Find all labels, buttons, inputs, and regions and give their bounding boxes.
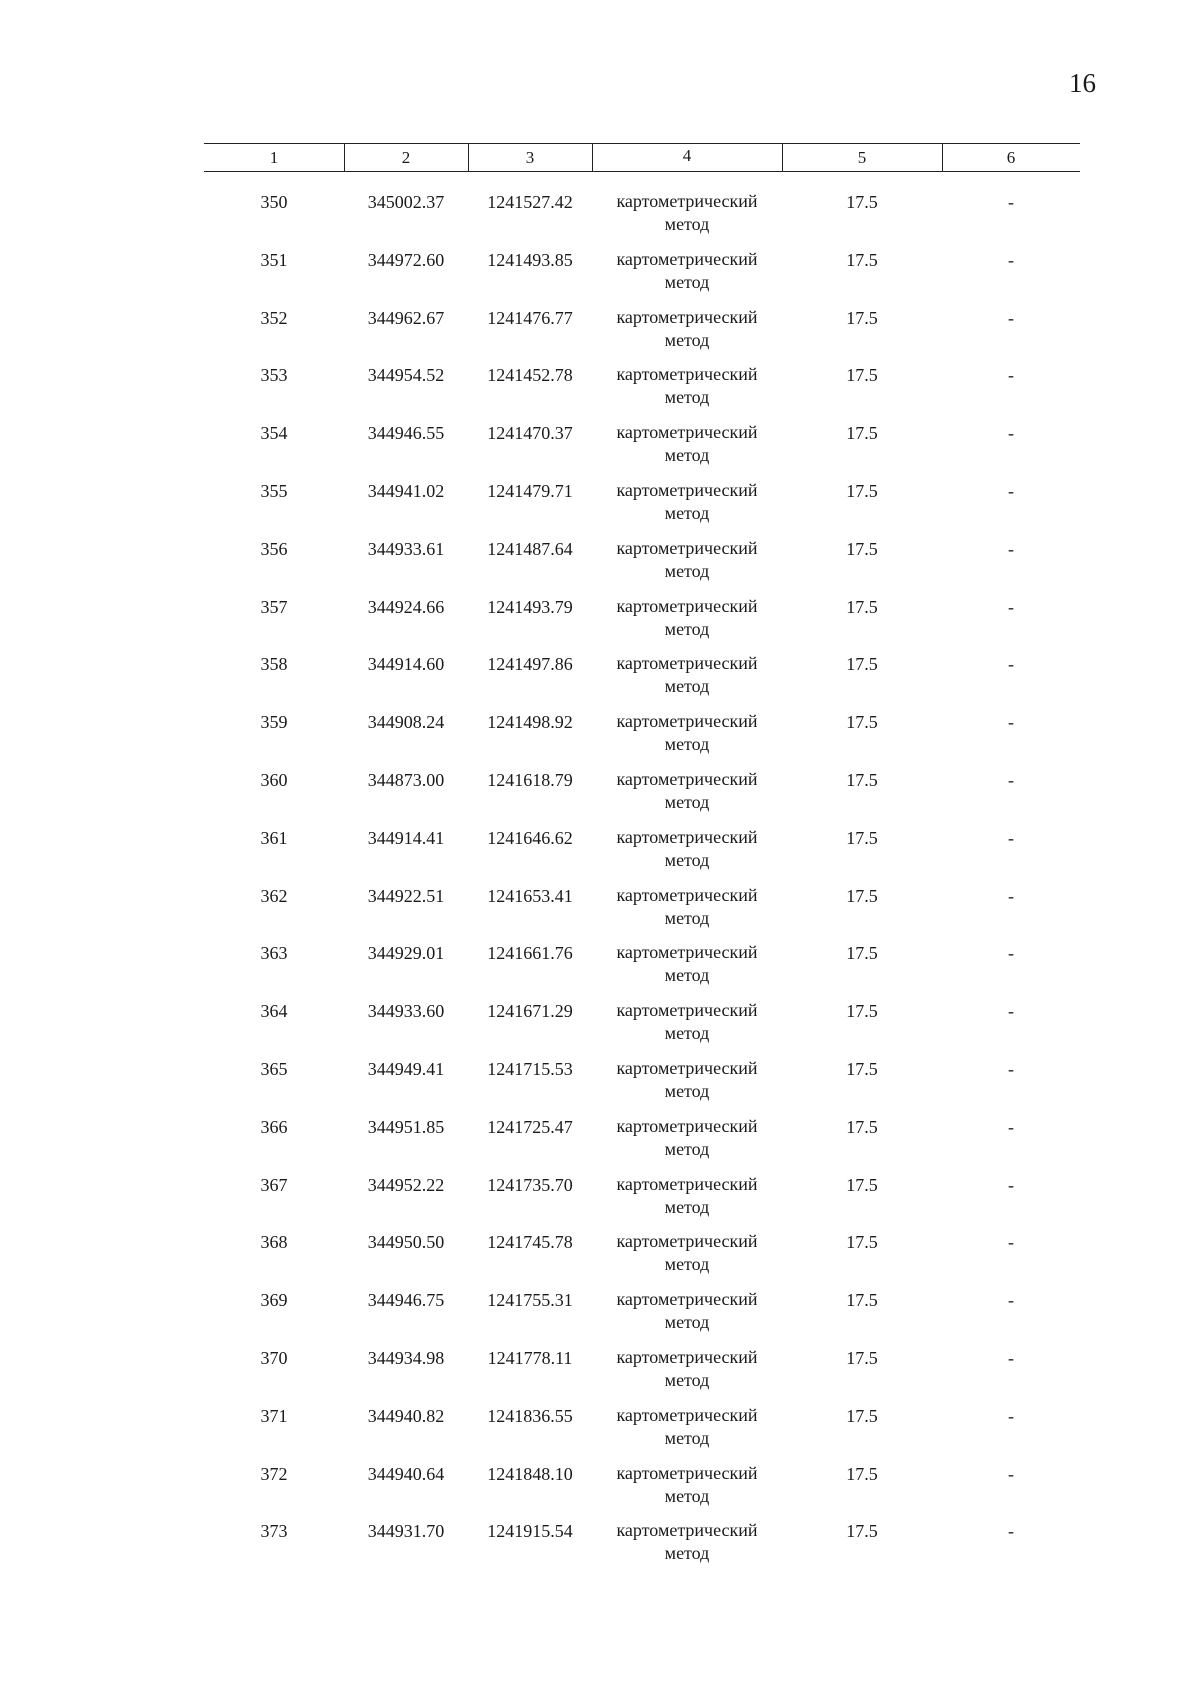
- y-coordinate-cell: 1241479.71: [487, 480, 573, 501]
- point-number-cell: 351: [260, 249, 288, 270]
- error-value-cell: 17.5: [846, 596, 878, 617]
- error-value-cell: 17.5: [846, 1463, 878, 1484]
- x-coordinate-cell: 344950.50: [367, 1232, 445, 1253]
- coordinates-table: [204, 143, 1080, 1577]
- point-number-cell: 355: [260, 480, 288, 501]
- method-line-1: картометрический: [616, 306, 758, 327]
- error-value-cell: 17.5: [846, 365, 878, 386]
- description-cell: -: [1008, 769, 1014, 790]
- method-line-2: метод: [664, 214, 710, 234]
- description-cell: -: [1008, 1347, 1014, 1368]
- description-cell: -: [1008, 1405, 1014, 1426]
- y-coordinate-cell: 1241745.78: [487, 1232, 573, 1253]
- method-line-1: картометрический: [616, 191, 758, 211]
- method-line-1: картометрический: [616, 537, 758, 558]
- error-value-cell: 17.5: [846, 1116, 878, 1137]
- point-number-cell: 371: [260, 1405, 288, 1426]
- table-row: [204, 941, 1080, 999]
- description-cell: -: [1008, 365, 1014, 386]
- method-cell: [592, 652, 782, 698]
- x-coordinate-cell: 344972.60: [367, 249, 445, 270]
- point-number-cell: 360: [260, 769, 288, 790]
- error-value-cell: 17.5: [846, 1405, 878, 1426]
- x-coordinate-cell: 344934.98: [367, 1347, 445, 1368]
- method-line-1: картометрический: [616, 711, 758, 732]
- table-row: [204, 1173, 1080, 1231]
- table-row: [204, 1462, 1080, 1520]
- method-line-2: метод: [664, 1138, 710, 1159]
- method-cell: [592, 248, 782, 294]
- method-cell: [592, 768, 782, 814]
- error-value-cell: 17.5: [846, 480, 878, 501]
- method-cell: [592, 537, 782, 583]
- method-cell: [592, 999, 782, 1045]
- header-cell-2: 2: [401, 148, 411, 167]
- method-line-1: картометрический: [616, 768, 758, 789]
- point-number-cell: 353: [260, 365, 288, 386]
- table-row: [204, 1288, 1080, 1346]
- point-number-cell: 362: [260, 885, 288, 906]
- method-cell: [592, 1346, 782, 1392]
- y-coordinate-cell: 1241715.53: [487, 1058, 573, 1079]
- point-number-cell: 356: [260, 538, 288, 559]
- description-cell: -: [1008, 480, 1014, 501]
- method-line-1: картометрический: [616, 422, 758, 443]
- y-coordinate-cell: 1241470.37: [487, 423, 573, 444]
- method-line-1: картометрический: [616, 884, 758, 905]
- x-coordinate-cell: 344873.00: [367, 769, 445, 790]
- method-line-2: метод: [664, 1485, 710, 1506]
- method-line-2: метод: [664, 791, 710, 812]
- table-row: [204, 537, 1080, 595]
- y-coordinate-cell: 1241493.79: [487, 596, 573, 617]
- method-line-2: метод: [664, 1427, 710, 1448]
- method-line-2: метод: [664, 676, 710, 697]
- description-cell: -: [1008, 654, 1014, 675]
- description-cell: -: [1008, 1174, 1014, 1195]
- point-number-cell: 365: [260, 1058, 288, 1079]
- x-coordinate-cell: 345002.37: [367, 192, 445, 212]
- error-value-cell: 17.5: [846, 1290, 878, 1311]
- method-cell: [592, 1173, 782, 1219]
- column-divider: [782, 144, 783, 171]
- method-line-2: метод: [664, 1254, 710, 1275]
- x-coordinate-cell: 344908.24: [367, 712, 445, 733]
- table-row: [204, 1230, 1080, 1288]
- method-line-2: метод: [664, 1312, 710, 1333]
- table-row: [204, 652, 1080, 710]
- y-coordinate-cell: 1241498.92: [487, 712, 573, 733]
- method-cell: [592, 595, 782, 641]
- method-line-1: картометрический: [616, 364, 758, 385]
- method-line-2: метод: [664, 1543, 710, 1564]
- method-line-2: метод: [664, 271, 710, 292]
- page-number: 16: [1069, 68, 1096, 98]
- point-number-cell: 370: [260, 1347, 288, 1368]
- method-line-1: картометрический: [616, 653, 758, 674]
- x-coordinate-cell: 344914.60: [367, 654, 445, 675]
- table-row: [204, 363, 1080, 421]
- header-cell-3: 3: [525, 148, 535, 167]
- error-value-cell: 17.5: [846, 307, 878, 328]
- description-cell: -: [1008, 712, 1014, 733]
- method-line-1: картометрический: [616, 1289, 758, 1310]
- y-coordinate-cell: 1241497.86: [487, 654, 573, 675]
- point-number-cell: 357: [260, 596, 288, 617]
- table-row: [204, 1057, 1080, 1115]
- table-row: [204, 248, 1080, 306]
- method-cell: [592, 1288, 782, 1334]
- method-line-1: картометрический: [616, 1115, 758, 1136]
- table-row: [204, 421, 1080, 479]
- y-coordinate-cell: 1241653.41: [487, 885, 573, 906]
- table-row: [204, 1404, 1080, 1462]
- y-coordinate-cell: 1241661.76: [487, 943, 573, 964]
- error-value-cell: 17.5: [846, 1174, 878, 1195]
- method-line-1: картометрический: [616, 1462, 758, 1483]
- description-cell: -: [1008, 943, 1014, 964]
- x-coordinate-cell: 344940.82: [367, 1405, 445, 1426]
- method-cell: [592, 884, 782, 930]
- description-cell: -: [1008, 423, 1014, 444]
- method-line-1: картометрический: [616, 1000, 758, 1021]
- point-number-cell: 359: [260, 712, 288, 733]
- table-row: [204, 826, 1080, 884]
- description-cell: -: [1008, 1058, 1014, 1079]
- method-cell: [592, 421, 782, 467]
- point-number-cell: 354: [260, 423, 288, 444]
- description-cell: -: [1008, 538, 1014, 559]
- table-row: [204, 306, 1080, 364]
- method-line-2: метод: [664, 1369, 710, 1390]
- column-divider: [592, 144, 593, 171]
- y-coordinate-cell: 1241618.79: [487, 769, 573, 790]
- method-cell: [592, 1404, 782, 1450]
- point-number-cell: 369: [260, 1290, 288, 1311]
- method-cell: [592, 826, 782, 872]
- method-line-2: метод: [664, 849, 710, 870]
- header-cell-1: 1: [269, 148, 279, 167]
- method-line-2: метод: [664, 1023, 710, 1044]
- table-row: [204, 1346, 1080, 1404]
- y-coordinate-cell: 1241646.62: [487, 827, 573, 848]
- error-value-cell: 17.5: [846, 1232, 878, 1253]
- x-coordinate-cell: 344914.41: [367, 827, 445, 848]
- method-cell: [592, 1230, 782, 1276]
- error-value-cell: 17.5: [846, 769, 878, 790]
- y-coordinate-cell: 1241452.78: [487, 365, 573, 386]
- error-value-cell: 17.5: [846, 827, 878, 848]
- table-row: [204, 710, 1080, 768]
- description-cell: -: [1008, 1290, 1014, 1311]
- x-coordinate-cell: 344933.61: [367, 538, 445, 559]
- description-cell: -: [1008, 192, 1014, 212]
- x-coordinate-cell: 344949.41: [367, 1058, 445, 1079]
- point-number-cell: 352: [260, 307, 288, 328]
- error-value-cell: 17.5: [846, 538, 878, 559]
- point-number-cell: 361: [260, 827, 288, 848]
- x-coordinate-cell: 344940.64: [367, 1463, 445, 1484]
- method-cell: [592, 1462, 782, 1508]
- method-line-1: картометрический: [616, 942, 758, 963]
- method-cell: [592, 1519, 782, 1565]
- point-number-cell: 367: [260, 1174, 288, 1195]
- y-coordinate-cell: 1241778.11: [487, 1347, 573, 1368]
- description-cell: -: [1008, 1232, 1014, 1253]
- column-divider: [468, 144, 469, 171]
- point-number-cell: 363: [260, 943, 288, 964]
- error-value-cell: 17.5: [846, 423, 878, 444]
- method-line-1: картометрический: [616, 1520, 758, 1541]
- method-line-1: картометрический: [616, 1346, 758, 1367]
- description-cell: -: [1008, 827, 1014, 848]
- method-line-2: метод: [664, 387, 710, 408]
- table-row: [204, 1115, 1080, 1173]
- table-row: [204, 479, 1080, 537]
- y-coordinate-cell: 1241836.55: [487, 1405, 573, 1426]
- method-line-2: метод: [664, 907, 710, 928]
- x-coordinate-cell: 344952.22: [367, 1174, 445, 1195]
- x-coordinate-cell: 344962.67: [367, 307, 445, 328]
- description-cell: -: [1008, 596, 1014, 617]
- x-coordinate-cell: 344946.55: [367, 423, 445, 444]
- x-coordinate-cell: 344924.66: [367, 596, 445, 617]
- method-cell: [592, 941, 782, 987]
- method-line-1: картометрический: [616, 1404, 758, 1425]
- point-number-cell: 364: [260, 1001, 288, 1022]
- error-value-cell: 17.5: [846, 943, 878, 964]
- point-number-cell: 373: [260, 1521, 288, 1542]
- y-coordinate-cell: 1241476.77: [487, 307, 573, 328]
- error-value-cell: 17.5: [846, 1347, 878, 1368]
- column-divider: [344, 144, 345, 171]
- point-number-cell: 372: [260, 1463, 288, 1484]
- method-line-1: картометрический: [616, 826, 758, 847]
- method-line-2: метод: [664, 734, 710, 755]
- method-line-2: метод: [664, 618, 710, 639]
- method-cell: [592, 1057, 782, 1103]
- y-coordinate-cell: 1241915.54: [487, 1521, 573, 1542]
- y-coordinate-cell: 1241527.42: [487, 192, 573, 212]
- description-cell: -: [1008, 1521, 1014, 1542]
- y-coordinate-cell: 1241671.29: [487, 1001, 573, 1022]
- table-row: [204, 768, 1080, 826]
- method-line-2: метод: [664, 502, 710, 523]
- y-coordinate-cell: 1241735.70: [487, 1174, 573, 1195]
- method-cell: [592, 479, 782, 525]
- point-number-cell: 368: [260, 1232, 288, 1253]
- method-cell: [592, 306, 782, 352]
- x-coordinate-cell: 344951.85: [367, 1116, 445, 1137]
- description-cell: -: [1008, 1463, 1014, 1484]
- description-cell: -: [1008, 1116, 1014, 1137]
- method-line-1: картометрический: [616, 1173, 758, 1194]
- description-cell: -: [1008, 885, 1014, 906]
- method-line-2: метод: [664, 1080, 710, 1101]
- method-line-2: метод: [664, 1196, 710, 1217]
- x-coordinate-cell: 344929.01: [367, 943, 445, 964]
- table-row: [204, 595, 1080, 653]
- method-cell: [592, 710, 782, 756]
- method-line-1: картометрический: [616, 595, 758, 616]
- method-line-2: метод: [664, 965, 710, 986]
- table-row: [204, 884, 1080, 942]
- header-cell-4: 4: [682, 146, 692, 165]
- table-row: [204, 190, 1080, 248]
- method-line-1: картометрический: [616, 1231, 758, 1252]
- method-cell: [592, 190, 782, 236]
- table-header: [204, 143, 1080, 172]
- error-value-cell: 17.5: [846, 654, 878, 675]
- method-line-1: картометрический: [616, 479, 758, 500]
- method-line-2: метод: [664, 560, 710, 581]
- method-cell: [592, 363, 782, 409]
- error-value-cell: 17.5: [846, 885, 878, 906]
- x-coordinate-cell: 344946.75: [367, 1290, 445, 1311]
- point-number-cell: 350: [260, 192, 288, 212]
- method-cell: [592, 1115, 782, 1161]
- point-number-cell: 366: [260, 1116, 288, 1137]
- method-line-2: метод: [664, 445, 710, 466]
- x-coordinate-cell: 344954.52: [367, 365, 445, 386]
- x-coordinate-cell: 344922.51: [367, 885, 445, 906]
- y-coordinate-cell: 1241725.47: [487, 1116, 573, 1137]
- description-cell: -: [1008, 249, 1014, 270]
- error-value-cell: 17.5: [846, 192, 878, 212]
- error-value-cell: 17.5: [846, 249, 878, 270]
- error-value-cell: 17.5: [846, 1001, 878, 1022]
- description-cell: -: [1008, 307, 1014, 328]
- header-cell-5: 5: [857, 148, 867, 167]
- table-body: [204, 190, 1080, 1577]
- y-coordinate-cell: 1241487.64: [487, 538, 573, 559]
- x-coordinate-cell: 344933.60: [367, 1001, 445, 1022]
- error-value-cell: 17.5: [846, 1058, 878, 1079]
- table-row: [204, 1519, 1080, 1577]
- y-coordinate-cell: 1241755.31: [487, 1290, 573, 1311]
- x-coordinate-cell: 344941.02: [367, 480, 445, 501]
- column-divider: [942, 144, 943, 171]
- method-line-2: метод: [664, 329, 710, 350]
- y-coordinate-cell: 1241848.10: [487, 1463, 573, 1484]
- error-value-cell: 17.5: [846, 712, 878, 733]
- error-value-cell: 17.5: [846, 1521, 878, 1542]
- y-coordinate-cell: 1241493.85: [487, 249, 573, 270]
- method-line-1: картометрический: [616, 248, 758, 269]
- description-cell: -: [1008, 1001, 1014, 1022]
- table-row: [204, 999, 1080, 1057]
- point-number-cell: 358: [260, 654, 288, 675]
- header-cell-6: 6: [1006, 148, 1016, 167]
- x-coordinate-cell: 344931.70: [367, 1521, 445, 1542]
- method-line-1: картометрический: [616, 1057, 758, 1078]
